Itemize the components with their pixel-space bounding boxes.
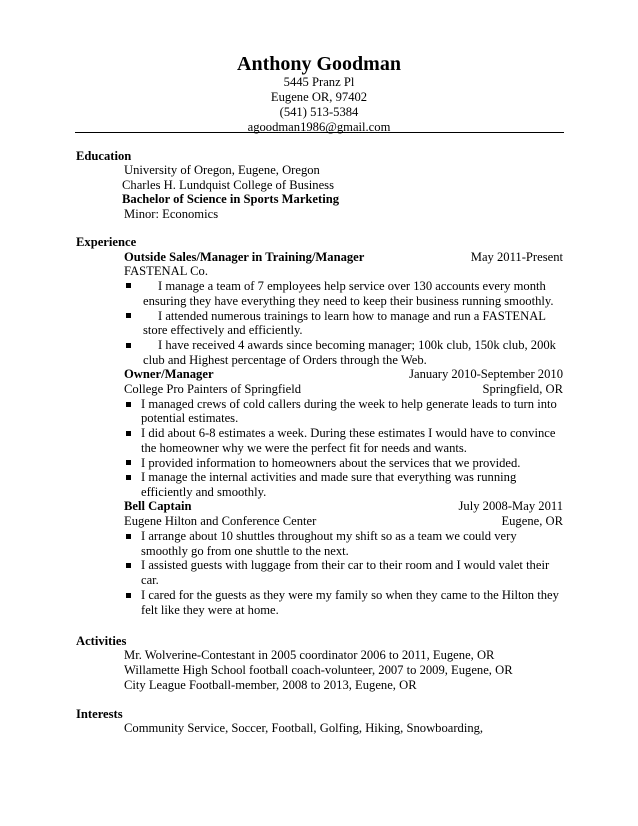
job-bullet-line: felt like they were at home. <box>141 603 279 617</box>
bullet-icon <box>126 431 131 436</box>
job-bullet-line: I have received 4 awards since becoming manager; 100k club, 150k club, 200k <box>158 338 556 352</box>
bullet-icon <box>126 402 131 407</box>
education-line: Minor: Economics <box>124 207 219 221</box>
job-bullet-line: potential estimates. <box>141 411 239 425</box>
bullet-icon <box>126 475 131 480</box>
address-line-1: 5445 Pranz Pl <box>283 75 355 89</box>
activity-line: Mr. Wolverine-Contestant in 2005 coordinator 2006 to 2011, Eugene, OR <box>124 648 495 662</box>
job-dates: January 2010-September 2010 <box>409 367 563 381</box>
bullet-icon <box>126 460 131 465</box>
job-bullet-line: I manage a team of 7 employees help service over 130 accounts every month <box>158 279 546 293</box>
job-dates: May 2011-Present <box>470 250 563 264</box>
bullet-icon <box>126 283 131 288</box>
phone-number: (541) 513-5384 <box>279 105 359 119</box>
bullet-icon <box>126 313 131 318</box>
job-company: College Pro Painters of Springfield <box>124 382 301 396</box>
email-address: agoodman1986@gmail.com <box>247 120 391 134</box>
job-bullet-line: the homeowner why we were the perfect fit for needs and wants. <box>141 441 467 455</box>
job-dates: July 2008-May 2011 <box>458 499 563 513</box>
bullet-icon <box>126 534 131 539</box>
applicant-name: Anthony Goodman <box>237 53 401 75</box>
job-bullet-line: I arrange about 10 shuttles throughout my shift so as a team we could very <box>141 529 517 543</box>
job-bullet-line: car. <box>141 573 159 587</box>
job-bullet-line: ensuring they have everything they need to keep their business running smoothly. <box>143 294 554 308</box>
job-title: Outside Sales/Manager in Training/Manager <box>124 250 365 264</box>
bullet-icon <box>126 593 131 598</box>
interests-heading: Interests <box>76 707 123 721</box>
bullet-icon <box>126 343 131 348</box>
job-bullet-line: smoothly go from one shuttle to the next. <box>141 544 349 558</box>
bullet-icon <box>126 563 131 568</box>
header-divider <box>75 132 564 133</box>
job-title: Owner/Manager <box>124 367 214 381</box>
job-bullet-line: I manage the internal activities and made sure that everything was running <box>141 470 517 484</box>
job-company: FASTENAL Co. <box>124 264 208 278</box>
activity-line: City League Football-member, 2008 to 2013, Eugene, OR <box>124 678 417 692</box>
job-bullet-line: I cared for the guests as they were my family so when they came to the Hilton they <box>141 588 559 602</box>
activity-line: Willamette High School football coach-volunteer, 2007 to 2009, Eugene, OR <box>124 663 513 677</box>
activities-heading: Activities <box>76 634 127 648</box>
job-company: Eugene Hilton and Conference Center <box>124 514 317 528</box>
job-location: Springfield, OR <box>482 382 563 396</box>
interests-line: Community Service, Soccer, Football, Golfing, Hiking, Snowboarding, <box>124 721 484 735</box>
job-bullet-line: I provided information to homeowners about the services that we provided. <box>141 456 521 470</box>
education-degree: Bachelor of Science in Sports Marketing <box>122 192 339 206</box>
job-bullet-line: I attended numerous trainings to learn how to manage and run a FASTENAL <box>158 309 546 323</box>
job-location: Eugene, OR <box>501 514 563 528</box>
education-heading: Education <box>76 149 132 163</box>
job-bullet-line: store effectively and efficiently. <box>143 323 303 337</box>
experience-heading: Experience <box>76 235 137 249</box>
job-bullet-line: club and Highest percentage of Orders through the Web. <box>143 353 427 367</box>
education-line: University of Oregon, Eugene, Oregon <box>124 163 320 177</box>
job-bullet-line: I assisted guests with luggage from their car to their room and I would valet their <box>141 558 550 572</box>
education-line: Charles H. Lundquist College of Business <box>122 178 334 192</box>
job-bullet-line: efficiently and smoothly. <box>141 485 267 499</box>
job-bullet-line: I managed crews of cold callers during the week to help generate leads to turn into <box>141 397 557 411</box>
address-line-2: Eugene OR, 97402 <box>270 90 368 104</box>
job-bullet-line: I did about 6-8 estimates a week. During these estimates I would have to convince <box>141 426 556 440</box>
job-title: Bell Captain <box>124 499 192 513</box>
